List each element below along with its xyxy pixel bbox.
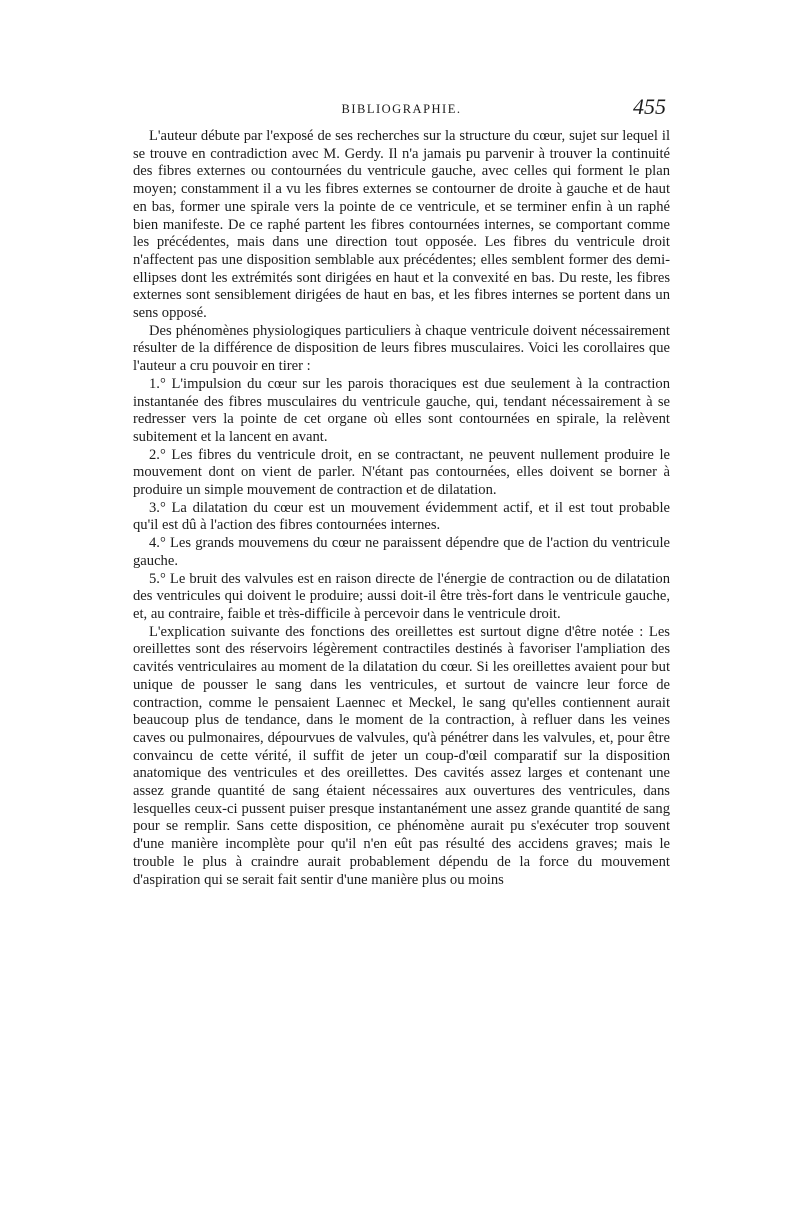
body-text	[133, 128, 670, 889]
page-number: 455	[633, 94, 666, 119]
page-header	[133, 94, 670, 128]
paragraph-structure: L'auteur débute par l'exposé de ses recherches sur la structure du cœur, sujet sur lequel il se trouve en contradiction avec M. Gerdy. Il n'a jamais pu parvenir à trouver la continuité des fibres externes ou contournées du ventricule gauche, avec celles qui forment le plan moyen; constamment il a vu les fibres externes se contourner de droite à gauche et de haut en bas, former une spirale vers la pointe de ce ventricule, et se terminer enfin à un raphé bien manifeste. De ce raphé partent les fibres contournées internes, se comportant comme les précédentes, mais dans une direction tout opposée. Les fibres du ventricule droit n'affectent pas une disposition semblable aux précédentes; elles semblent former des demi-ellipses dont les extrémités sont dirigées en haut et la convexité en bas. Du reste, les fibres externes sont sensiblement dirigées de haut en bas, et les fibres internes se portent dans un sens opposé.	[133, 128, 670, 322]
corollary-2: 2.° Les fibres du ventricule droit, en se contractant, ne peuvent nullement produire le mouvement dont on vient de parler. N'étant pas contournées, elles doivent se borner à produire un simple mouvement de contraction et de dilatation.	[133, 446, 670, 499]
corollary-5: 5.° Le bruit des valvules est en raison directe de l'énergie de contraction ou de dilatation des ventricules qui doivent le produire; aussi doit-il être très-fort dans le ventricule gauche, et, au contraire, faible et très-difficile à percevoir dans le ventricule droit.	[133, 570, 670, 622]
corollary-4: 4.° Les grands mouvemens du cœur ne paraissent dépendre que de l'action du ventricule gauche.	[133, 535, 670, 569]
book-page	[133, 94, 670, 889]
corollary-1: 1.° L'impulsion du cœur sur les parois thoraciques est due seulement à la contraction instantanée des fibres musculaires du ventricule gauche, qui, tendant nécessairement à se redresser vers la pointe de cet organe où elles sont contournées en spirale, la relèvent subitement et la lancent en avant.	[133, 375, 670, 445]
running-title: BIBLIOGRAPHIE.	[341, 102, 462, 116]
corollary-3: 3.° La dilatation du cœur est un mouvement évidemment actif, et il est tout probable qu'il est dû à l'action des fibres contournées internes.	[133, 499, 670, 534]
paragraph-oreillettes: L'explication suivante des fonctions des oreillettes est surtout digne d'être notée : Les oreillettes sont des réservoirs légèrement contractiles destinés à favoriser l'ampliation des cavités ventriculaires au moment de la dilatation du cœur. Si les oreillettes avaient pour but unique de pousser le sang dans les ventricules, et surtout de vaincre leur force de contraction, comme le pensaient Laennec et Meckel, le sang qu'elles contiennent aurait beaucoup plus de tendance, dans le moment de la contraction, à refluer dans les veines caves ou pulmonaires, dépourvues de valvules, qu'à pénétrer dans les valvules, et, pour être convaincu de cette vérité, il suffit de jeter un coup-d'œil comparatif sur la disposition anatomique des ventricules et des oreillettes. Des cavités assez larges et contenant une assez grande quantité de sang étaient nécessaires aux ouvertures des ventricules, dans lesquelles ceux-ci pussent puiser presque instantanément une assez grande quantité de sang pour se remplir. Sans cette disposition, ce phénomène aurait pu s'exécuter trop souvent d'une manière incomplète pour qu'il n'en eût pas résulté des accidens graves; mais le trouble le plus à craindre aurait probablement dépendu de la force du mouvement d'aspiration qui se serait fait sentir d'une manière plus ou moins	[133, 623, 670, 888]
paragraph-phenomena: Des phénomènes physiologiques particuliers à chaque ventricule doivent nécessairement résulter de la différence de disposition de leurs fibres musculaires. Voici les corollaires que l'auteur a cru pouvoir en tirer :	[133, 322, 670, 375]
